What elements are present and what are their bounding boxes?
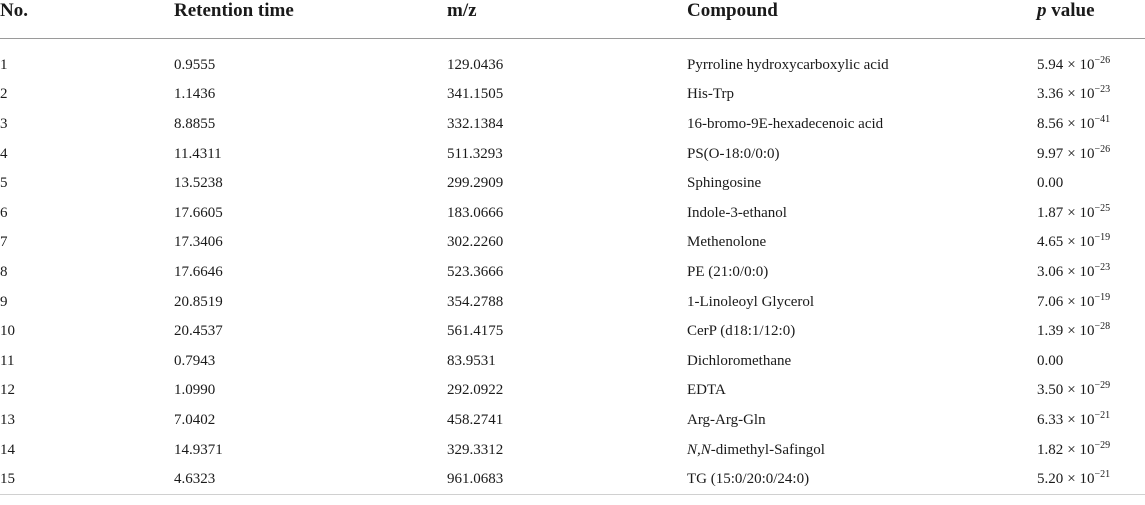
table-row xyxy=(0,38,1145,80)
cell-mz: 83.9531 xyxy=(447,352,496,369)
p-exponent: −26 xyxy=(1094,143,1111,155)
cell-p-value xyxy=(1037,110,1145,140)
compound-name: EDTA xyxy=(687,382,726,399)
table-row xyxy=(0,258,1145,288)
header-mz: m/z xyxy=(447,0,687,38)
cell-mz: 354.2788 xyxy=(447,293,504,310)
cell-mz: 329.3312 xyxy=(447,441,504,458)
p-exponent: −29 xyxy=(1094,380,1111,392)
header-retention-time: Retention time xyxy=(174,0,447,38)
table-row xyxy=(0,435,1145,465)
p-exponent: −19 xyxy=(1094,291,1111,303)
cell-retention-time: 20.8519 xyxy=(174,293,223,310)
p-exponent: −23 xyxy=(1094,261,1111,273)
p-times-ten: × 10 xyxy=(1067,263,1095,280)
cell-mz: 458.2741 xyxy=(447,411,504,428)
header-p-value xyxy=(1037,0,1145,38)
p-mantissa: 1.39 xyxy=(1037,323,1064,340)
cell-mz: 332.1384 xyxy=(447,115,504,132)
compound-name: 16-bromo-9E-hexadecenoic acid xyxy=(687,115,884,132)
table-row xyxy=(0,376,1145,406)
cell-no: 11 xyxy=(0,352,15,369)
cell-compound xyxy=(687,80,1037,110)
cell-retention-time: 17.6605 xyxy=(174,204,223,221)
cell-compound xyxy=(687,406,1037,436)
cell-compound xyxy=(687,258,1037,288)
table-row xyxy=(0,139,1145,169)
p-times-ten: × 10 xyxy=(1067,234,1095,251)
compound-name: PE (21:0/0:0) xyxy=(687,263,769,280)
table-row xyxy=(0,406,1145,436)
compound-name: Indole-3-ethanol xyxy=(687,204,787,221)
p-mantissa: 9.97 xyxy=(1037,145,1064,162)
cell-compound xyxy=(687,465,1037,495)
compound-name: PS(O-18:0/0:0) xyxy=(687,145,780,162)
p-mantissa: 5.94 xyxy=(1037,56,1064,73)
p-times-ten: × 10 xyxy=(1067,323,1095,340)
compound-name: Sphingosine xyxy=(687,175,762,192)
cell-retention-time: 17.6646 xyxy=(174,263,223,280)
table-row xyxy=(0,198,1145,228)
cell-p-value xyxy=(1037,346,1145,376)
cell-retention-time: 17.3406 xyxy=(174,234,223,251)
cell-no: 6 xyxy=(0,204,8,221)
cell-compound xyxy=(687,317,1037,347)
cell-no: 3 xyxy=(0,115,8,132)
cell-no: 2 xyxy=(0,86,8,103)
cell-mz: 302.2260 xyxy=(447,234,504,251)
cell-no: 9 xyxy=(0,293,8,310)
cell-compound xyxy=(687,139,1037,169)
cell-retention-time: 1.1436 xyxy=(174,86,216,103)
cell-p-value xyxy=(1037,139,1145,169)
header-compound: Compound xyxy=(687,0,1037,38)
compound-name: Dichloromethane xyxy=(687,352,792,369)
table-row xyxy=(0,287,1145,317)
header-row xyxy=(0,0,1145,38)
table-header xyxy=(0,0,1145,38)
cell-no: 13 xyxy=(0,411,15,428)
p-mantissa: 5.20 xyxy=(1037,471,1064,488)
p-times-ten: × 10 xyxy=(1067,411,1095,428)
table-row xyxy=(0,80,1145,110)
cell-p-value xyxy=(1037,435,1145,465)
cell-mz: 523.3666 xyxy=(447,263,504,280)
cell-p-value xyxy=(1037,258,1145,288)
cell-p-value xyxy=(1037,317,1145,347)
p-exponent: −21 xyxy=(1094,469,1111,481)
table-row xyxy=(0,346,1145,376)
cell-retention-time: 14.9371 xyxy=(174,441,223,458)
cell-no: 10 xyxy=(0,323,15,340)
cell-retention-time: 8.8855 xyxy=(174,115,216,132)
p-times-ten: × 10 xyxy=(1067,115,1095,132)
cell-mz: 511.3293 xyxy=(447,145,503,162)
cell-p-value xyxy=(1037,38,1145,80)
cell-no: 15 xyxy=(0,465,174,495)
table-row xyxy=(0,465,1145,495)
p-times-ten: × 10 xyxy=(1067,441,1095,458)
p-mantissa: 7.06 xyxy=(1037,293,1064,310)
cell-retention-time: 11.4311 xyxy=(174,145,222,162)
cell-compound xyxy=(687,198,1037,228)
p-mantissa: 0.00 xyxy=(1037,352,1064,369)
cell-mz: 961.0683 xyxy=(447,465,687,495)
p-times-ten: × 10 xyxy=(1067,293,1095,310)
p-mantissa: 1.82 xyxy=(1037,441,1064,458)
p-times-ten: × 10 xyxy=(1067,382,1095,399)
cell-p-value xyxy=(1037,465,1145,495)
p-exponent: −25 xyxy=(1094,202,1111,214)
p-mantissa: 1.87 xyxy=(1037,204,1064,221)
p-times-ten: × 10 xyxy=(1067,56,1095,73)
cell-retention-time: 7.0402 xyxy=(174,411,216,428)
cell-mz: 129.0436 xyxy=(447,56,504,73)
header-p-letter: p xyxy=(1037,0,1047,21)
p-exponent: −23 xyxy=(1094,84,1111,96)
p-mantissa: 3.06 xyxy=(1037,263,1064,280)
p-mantissa: 6.33 xyxy=(1037,411,1064,428)
table-row xyxy=(0,317,1145,347)
cell-compound xyxy=(687,110,1037,140)
cell-no: 12 xyxy=(0,382,15,399)
cell-mz: 341.1505 xyxy=(447,86,504,103)
p-times-ten: × 10 xyxy=(1067,471,1095,488)
cell-compound xyxy=(687,287,1037,317)
p-mantissa: 4.65 xyxy=(1037,234,1064,251)
table-body xyxy=(0,38,1145,495)
p-exponent: −21 xyxy=(1094,409,1111,421)
cell-retention-time: 13.5238 xyxy=(174,175,223,192)
p-exponent: −29 xyxy=(1094,439,1111,451)
cell-compound xyxy=(687,346,1037,376)
cell-retention-time: 20.4537 xyxy=(174,323,223,340)
cell-compound xyxy=(687,38,1037,80)
p-mantissa: 3.36 xyxy=(1037,86,1064,103)
compound-name: Methenolone xyxy=(687,234,767,251)
cell-retention-time: 0.9555 xyxy=(174,56,216,73)
cell-p-value xyxy=(1037,287,1145,317)
p-times-ten: × 10 xyxy=(1067,204,1095,221)
compound-name: -dimethyl-Safingol xyxy=(710,441,825,458)
cell-retention-time: 0.7943 xyxy=(174,352,216,369)
compound-name: Pyrroline hydroxycarboxylic acid xyxy=(687,56,889,73)
compound-name: His-Trp xyxy=(687,86,734,103)
header-no: No. xyxy=(0,0,174,38)
p-times-ten: × 10 xyxy=(1067,145,1095,162)
p-exponent: −41 xyxy=(1094,113,1111,125)
cell-compound xyxy=(687,376,1037,406)
cell-mz: 292.0922 xyxy=(447,382,504,399)
cell-no: 4 xyxy=(0,145,8,162)
compound-name: CerP (d18:1/12:0) xyxy=(687,323,796,340)
p-exponent: −19 xyxy=(1094,232,1111,244)
p-mantissa: 3.50 xyxy=(1037,382,1064,399)
header-p-rest: value xyxy=(1046,0,1095,21)
p-mantissa: 0.00 xyxy=(1037,175,1064,192)
cell-p-value xyxy=(1037,198,1145,228)
cell-compound xyxy=(687,228,1037,258)
cell-p-value xyxy=(1037,376,1145,406)
compound-name: 1-Linoleoyl Glycerol xyxy=(687,293,815,310)
cell-retention-time: 4.6323 xyxy=(174,465,447,495)
cell-p-value xyxy=(1037,228,1145,258)
cell-retention-time: 1.0990 xyxy=(174,382,216,399)
cell-no: 1 xyxy=(0,56,8,73)
cell-mz: 183.0666 xyxy=(447,204,504,221)
cell-compound xyxy=(687,435,1037,465)
cell-p-value xyxy=(1037,169,1145,199)
cell-no: 5 xyxy=(0,175,8,192)
p-exponent: −28 xyxy=(1094,321,1111,333)
cell-p-value xyxy=(1037,406,1145,436)
cell-mz: 561.4175 xyxy=(447,323,504,340)
table-row xyxy=(0,169,1145,199)
cell-no: 7 xyxy=(0,234,8,251)
compound-italic-prefix: N,N xyxy=(687,441,711,458)
p-times-ten: × 10 xyxy=(1067,86,1095,103)
cell-p-value xyxy=(1037,80,1145,110)
compound-name: Arg-Arg-Gln xyxy=(687,411,766,428)
table-row xyxy=(0,110,1145,140)
table-row xyxy=(0,228,1145,258)
p-mantissa: 8.56 xyxy=(1037,115,1064,132)
cell-no: 14 xyxy=(0,441,15,458)
cell-mz: 299.2909 xyxy=(447,175,504,192)
compound-name: TG (15:0/20:0/24:0) xyxy=(687,471,810,488)
p-exponent: −26 xyxy=(1094,54,1111,66)
cell-no: 8 xyxy=(0,263,8,280)
cell-compound xyxy=(687,169,1037,199)
